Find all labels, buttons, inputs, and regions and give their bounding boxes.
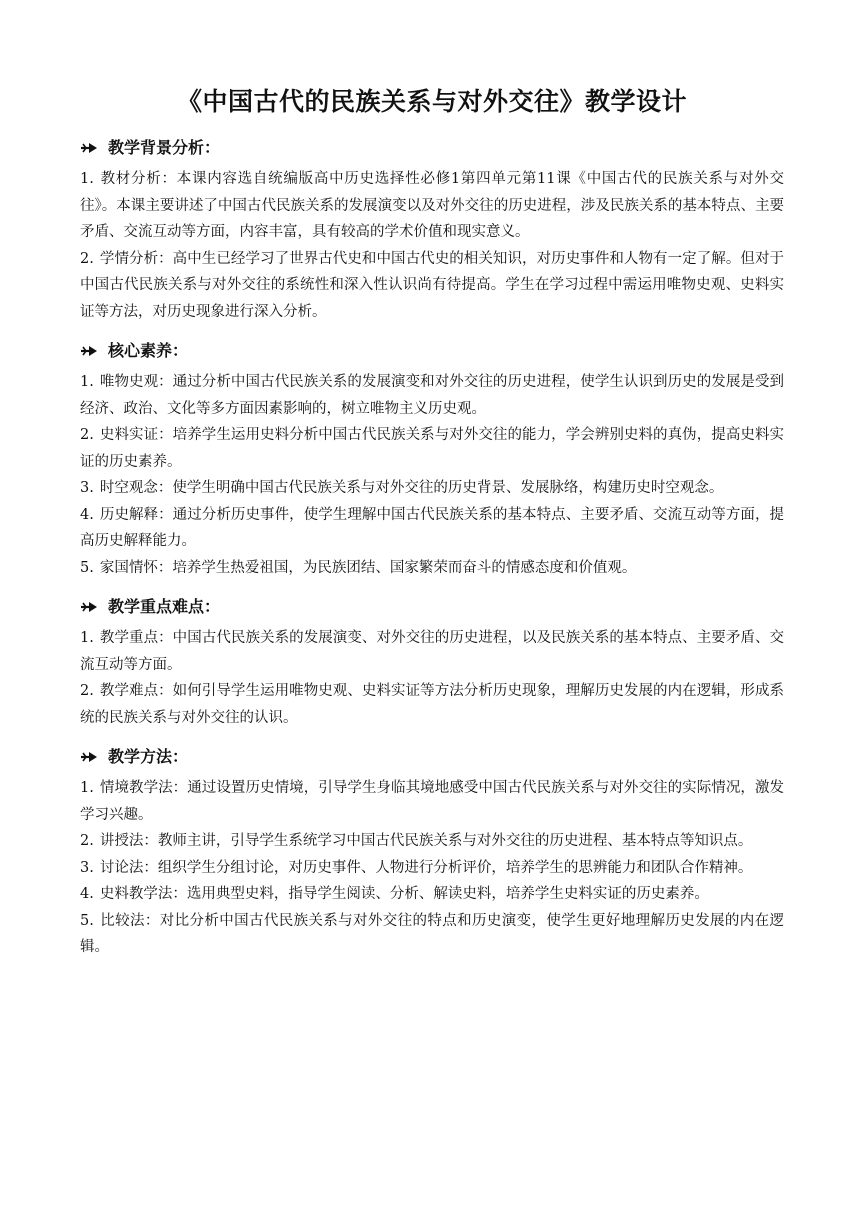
item-text: 时空观念：使学生明确中国古代民族关系与对外交往的历史背景、发展脉络，构建历史时空观念。 — [99, 480, 724, 496]
item-number: 3. — [80, 480, 94, 496]
item-number: 1. — [80, 630, 94, 646]
item-number: 5. — [80, 559, 94, 576]
section-heading — [80, 741, 784, 773]
list-item — [80, 678, 784, 731]
section-heading — [80, 591, 784, 623]
section-background-analysis — [80, 132, 784, 325]
list-item — [80, 369, 784, 422]
item-text: 讲授法：教师主讲，引导学生系统学习中国古代民族关系与对外交往的历史进程、基本特点等知识点。 — [99, 833, 753, 849]
item-text: 教学难点：如何引导学生运用唯物史观、史料实证等方法分析历史现象，理解历史发展的内在逻辑，形成系统的民族关系与对外交往的认识。 — [80, 683, 784, 726]
item-text: 教材分析：本课内容选自统编版高中历史选择性必修1第四单元第11课《中国古代的民族关系与对外交往》。本课主要讲述了中国古代民族关系的发展演变以及对外交往的历史进程，涉及民族关系的基本特点、主要矛盾、交流互动等方面，内容丰富，具有较高的学术价值和现实意义。 — [80, 171, 784, 240]
item-number: 2. — [80, 683, 94, 699]
arrow-icon — [80, 345, 98, 357]
section-core-competencies — [80, 335, 784, 581]
item-text: 讨论法：组织学生分组讨论，对历史事件、人物进行分析评价，培养学生的思辨能力和团队合作精神。 — [99, 859, 753, 876]
item-text: 家国情怀：培养学生热爱祖国，为民族团结、国家繁荣而奋斗的情感态度和价值观。 — [99, 559, 637, 576]
list-item — [80, 625, 784, 678]
section-heading-text: 核心素养： — [108, 341, 189, 360]
section-heading-text: 教学重点难点： — [108, 597, 221, 616]
section-key-difficult-points — [80, 591, 784, 731]
list-item — [80, 246, 784, 326]
item-number: 4. — [80, 886, 94, 902]
item-number: 5. — [80, 912, 94, 929]
item-number: 4. — [80, 506, 94, 523]
item-number: 2. — [80, 250, 94, 267]
item-number: 1. — [80, 374, 94, 390]
section-heading-text: 教学方法： — [108, 747, 189, 766]
list-item — [80, 502, 784, 555]
list-item — [80, 166, 784, 246]
list-item — [80, 422, 784, 475]
item-text: 历史解释：通过分析历史事件，使学生理解中国古代民族关系的基本特点、主要矛盾、交流互动等方面，提高历史解释能力。 — [80, 506, 784, 549]
section-heading-text: 教学背景分析： — [108, 138, 221, 157]
item-number: 1. — [80, 171, 94, 187]
item-number: 2. — [80, 833, 94, 849]
item-number: 1. — [80, 780, 94, 796]
item-text: 史料实证：培养学生运用史料分析中国古代民族关系与对外交往的能力，学会辨别史料的真伪，提高史料实证的历史素养。 — [80, 427, 784, 470]
section-heading — [80, 335, 784, 367]
list-item — [80, 828, 784, 855]
arrow-icon — [80, 142, 98, 154]
section-teaching-methods — [80, 741, 784, 961]
list-item — [80, 855, 784, 882]
list-item — [80, 908, 784, 961]
list-item — [80, 555, 784, 582]
list-item — [80, 775, 784, 828]
list-item — [80, 881, 784, 908]
item-text: 唯物史观：通过分析中国古代民族关系的发展演变和对外交往的历史进程，使学生认识到历史的发展是受到经济、政治、文化等多方面因素影响的，树立唯物主义历史观。 — [80, 374, 784, 417]
item-text: 史料教学法：选用典型史料，指导学生阅读、分析、解读史料，培养学生史料实证的历史素养。 — [99, 886, 709, 902]
section-heading — [80, 132, 784, 164]
item-text: 比较法：对比分析中国古代民族关系与对外交往的特点和历史演变，使学生更好地理解历史发展的内在逻辑。 — [80, 912, 784, 955]
arrow-icon — [80, 751, 98, 763]
item-text: 学情分析：高中生已经学习了世界古代史和中国古代史的相关知识，对历史事件和人物有一定了解。但对于中国古代民族关系与对外交往的系统性和深入性认识尚有待提高。学生在学习过程中需运用唯物史观、史料实证等方法，对历史现象进行深入分析。 — [80, 250, 784, 320]
item-text: 教学重点：中国古代民族关系的发展演变、对外交往的历史进程，以及民族关系的基本特点、主要矛盾、交流互动等方面。 — [80, 630, 784, 673]
item-number: 2. — [80, 427, 94, 443]
page-title: 《中国古代的民族关系与对外交往》教学设计 — [176, 87, 687, 116]
item-text: 情境教学法：通过设置历史情境，引导学生身临其境地感受中国古代民族关系与对外交往的实际情况，激发学习兴趣。 — [80, 780, 784, 823]
item-number: 3. — [80, 859, 94, 876]
list-item — [80, 475, 784, 502]
arrow-icon — [80, 601, 98, 613]
